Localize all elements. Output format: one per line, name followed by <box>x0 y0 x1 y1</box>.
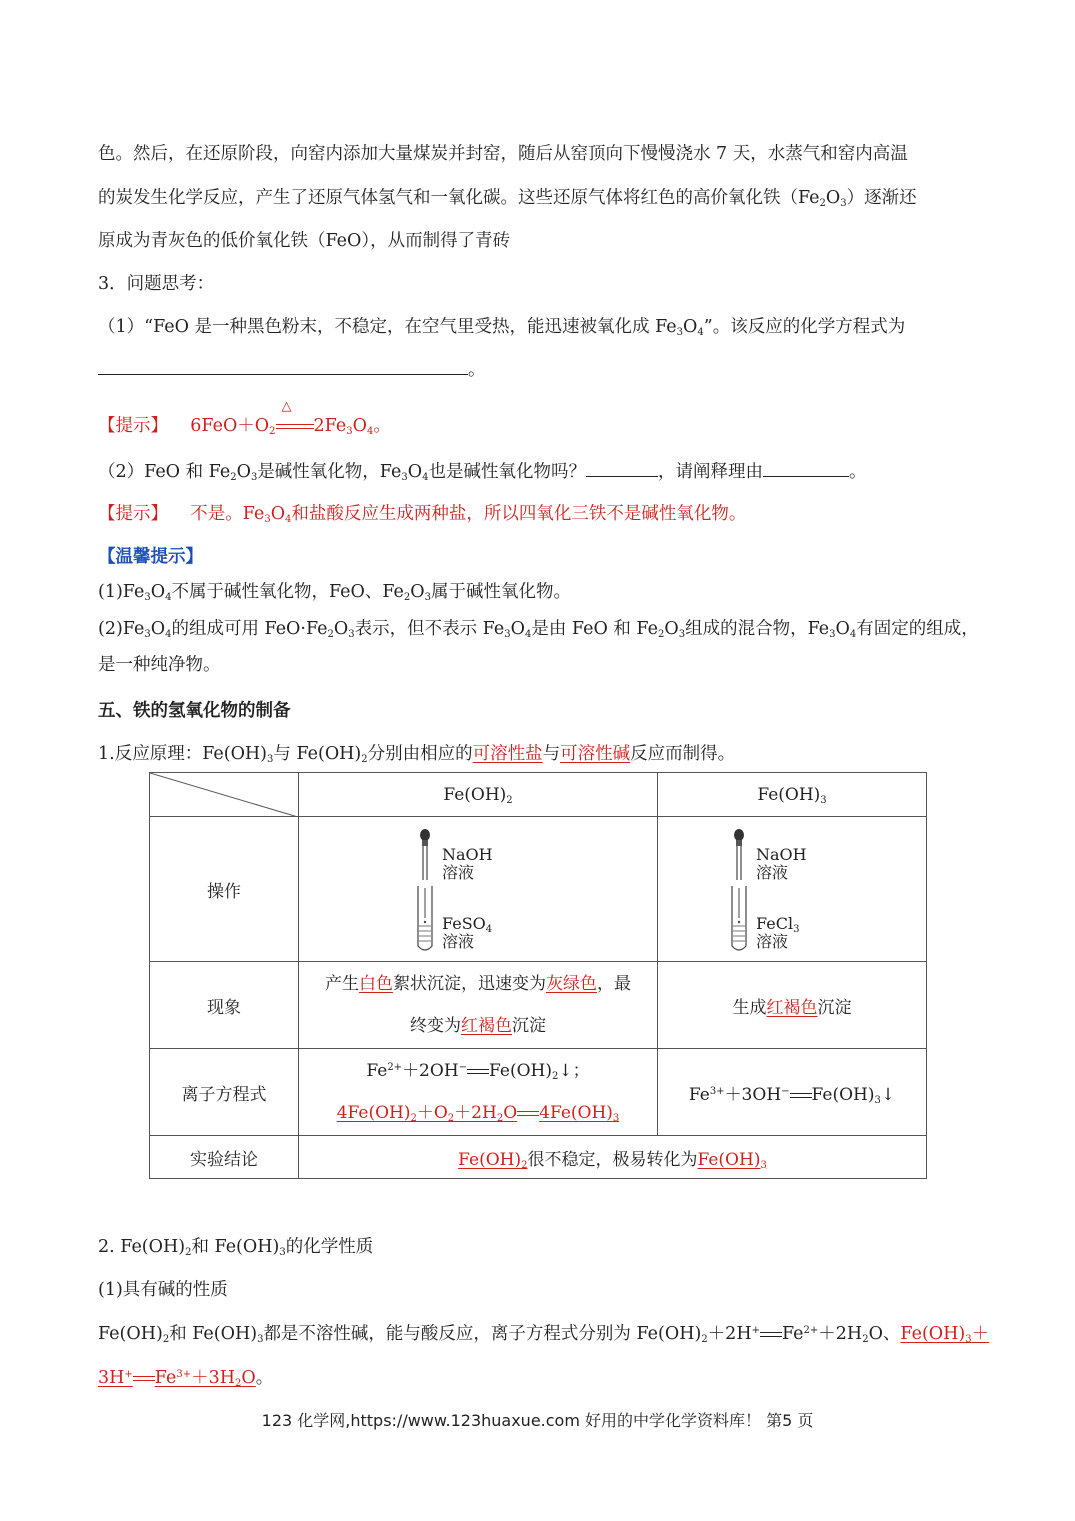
hint-1: 【提示】 $6FeO+O_2$ △ $2Fe_3O_4$。 <box>98 399 391 437</box>
section-2-title: 2. $Fe(OH)_2$和 $Fe(OH)_3$的化学性质 <box>98 1237 374 1258</box>
col-header-feoh2: $Fe(OH)_2$ <box>299 773 658 817</box>
section-5-heading: 五、铁的氢氧化物的制备 <box>98 701 291 721</box>
hint-2: 【提示】 不是。$Fe_3O_4$和盐酸反应生成两种盐，所以四氧化三铁不是碱性氧化物。 <box>98 504 747 525</box>
intro-line-2: 的炭发生化学反应，产生了还原气体氢气和一氧化碳。这些还原气体将红色的高价氧化铁$(Fe_2O_3)$逐渐还 <box>98 188 917 209</box>
phenomenon-feoh3: 生成红褐色沉淀 <box>658 962 927 1049</box>
heat-equals-sign: △ <box>276 416 314 436</box>
reagent-naoh-label: NaOH 溶液 <box>442 845 493 882</box>
reagent-naoh-label: NaOH 溶液 <box>756 845 807 882</box>
answer-blank-2[interactable] <box>586 462 658 477</box>
tip-2-line-2: 是一种纯净物。 <box>98 655 221 675</box>
row-label-ionic-equation: 离子方程式 <box>150 1049 299 1136</box>
section-2-sub-1: (1)具有碱的性质 <box>98 1280 228 1300</box>
diagonal-line <box>150 773 298 817</box>
reaction-principle: 1.反应原理：$Fe(OH)_3$与 $Fe(OH)_2$分别由相应的可溶性盐与可溶性碱反应而制得。 <box>98 744 736 765</box>
section-2-paragraph-line-2: 3H+ $Fe^{3+}+3H_2O$。 <box>98 1368 274 1389</box>
reagent-fecl3-label: FeCl$_3$ 溶液 <box>756 914 800 951</box>
row-label-operation: 操作 <box>150 817 299 962</box>
dropper-test-tube-left <box>418 822 538 956</box>
question-title: 3．问题思考： <box>98 274 215 294</box>
ionic-equation-feoh3: $Fe^{3+}+3OH^-$ $Fe(OH)_3↓$ <box>658 1049 927 1136</box>
tip-1: $(1)Fe_3O_4$不属于碱性氧化物，FeO、$Fe_2O_3$属于碱性氧化物。 <box>98 582 571 603</box>
tips-title: 【温馨提示】 <box>98 547 203 567</box>
row-label-conclusion: 实验结论 <box>150 1136 299 1179</box>
reagent-feso4-label: FeSO$_4$ 溶液 <box>442 914 493 951</box>
question-2: （2）FeO 和 $Fe_2O_3$是碱性氧化物，$Fe_3O_4$也是碱性氧化物吗？ ，请阐释理由 。 <box>98 462 867 483</box>
hydroxide-table <box>149 772 927 1179</box>
question-1: （1）“FeO 是一种黑色粉末，不稳定，在空气里受热，能迅速被氧化成 $Fe_3O_4$”。该反应的化学方程式为 <box>98 317 906 338</box>
row-label-phenomenon: 现象 <box>150 962 299 1049</box>
ionic-equation-feoh2: $Fe^{2+}+2OH^-$ $Fe(OH)_2↓$； $4Fe(OH)_2+O_2+2H_2O$ $4Fe(OH)_3$ <box>299 1049 658 1136</box>
answer-blank-3[interactable] <box>763 462 849 477</box>
conclusion-cell: $Fe(OH)_2$很不稳定，极易转化为$Fe(OH)_3$ <box>299 1136 927 1179</box>
intro-line-1: 色。然后，在还原阶段，向窑内添加大量煤炭并封窑，随后从窑顶向下慢慢浇水 7 天，水蒸气和窑内高温 <box>98 144 908 164</box>
phenomenon-feoh2: 产生白色絮状沉淀，迅速变为灰绿色，最 终变为红褐色沉淀 <box>299 962 658 1049</box>
answer-blank-1[interactable]: 。 <box>98 356 486 381</box>
tip-2: $(2)Fe_3O_4$的组成可用 $FeO\cdot Fe_2O_3$表示，但不表示 $Fe_3O_4$是由 FeO 和 $Fe_2O_3$组成的混合物，$Fe_3O_4$有固定的组成， <box>98 619 979 640</box>
page-footer: 123 化学网,https://www.123huaxue.com 好用的中学化学资料库！ 第5 页 <box>261 1411 814 1430</box>
col-header-feoh3: $Fe(OH)_3$ <box>658 773 927 817</box>
apparatus-feoh2 <box>299 817 658 962</box>
section-2-paragraph: $Fe(OH)_2$和 $Fe(OH)_3$都是不溶性碱，能与酸反应，离子方程式分别为 $Fe(OH)_2+2H^+$ $Fe^{2+}+2H_2O$、$Fe(OH)_3+$ <box>98 1324 990 1345</box>
dropper-test-tube-right <box>732 822 852 956</box>
intro-line-3: 原成为青灰色的低价氧化铁（FeO），从而制得了青砖 <box>98 231 511 251</box>
diagonal-header-cell <box>150 773 299 817</box>
apparatus-feoh3 <box>658 817 927 962</box>
